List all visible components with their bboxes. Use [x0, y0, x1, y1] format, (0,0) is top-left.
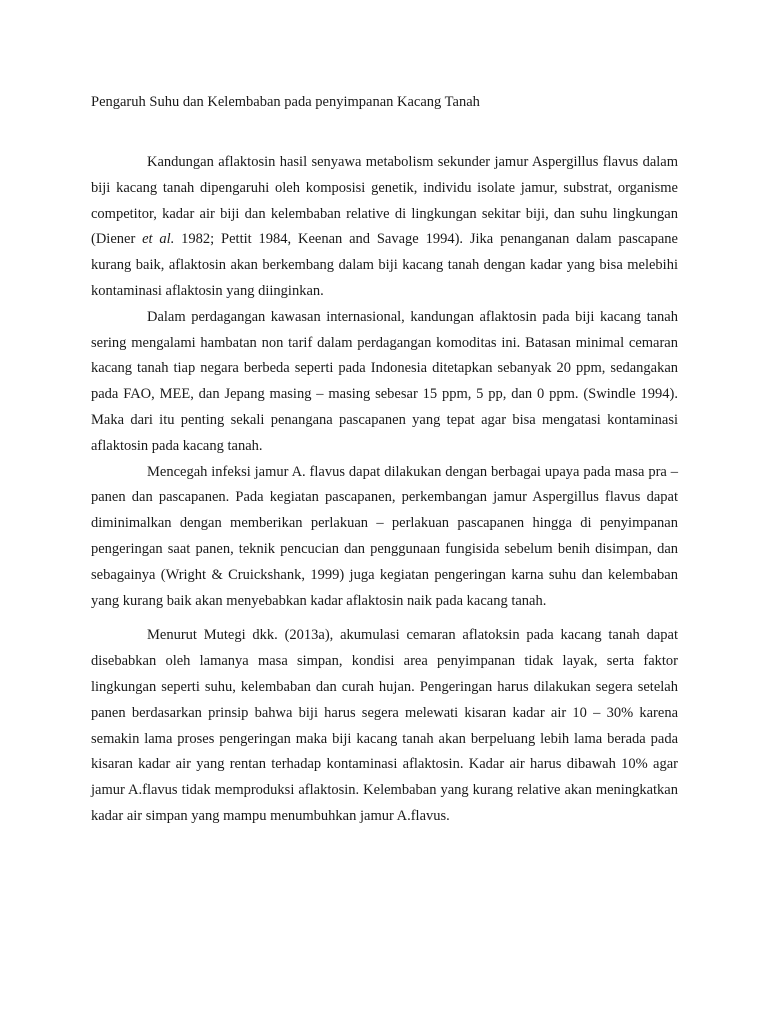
paragraph-2: Dalam perdagangan kawasan internasional, kandungan aflaktosin pada biji kacang tanah sering mengalami hambatan non tarif dalam perdagangan komoditas ini. Batasan minimal cemaran kacang tanah tiap negara berbeda seperti pada Indonesia ditetapkan sebanyak 20 ppm, sedangakan pada FAO, MEE, dan Jepang masing – masing sebesar 15 ppm, 5 pp, dan 0 ppm. (Swindle 1994). Maka dari itu penting sekali penangana pascapanen yang tepat agar bisa mengatasi kontaminasi aflaktosin pada kacang tanah.: [91, 308, 678, 454]
document-body: [91, 150, 678, 830]
paragraph-1-text-a: Kandungan aflaktosin hasil senyawa metabolism sekunder jamur Aspergillus flavus dalam biji kacang tanah dipengaruhi oleh komposisi genetik, individu isolate jamur, substrat, organisme competitor, kadar air biji dan kelembaban relative di lingkungan sekitar biji, dan suhu lingkungan (Diener: [91, 154, 678, 248]
paragraph-3: Mencegah infeksi jamur A. flavus dapat dilakukan dengan berbagai upaya pada masa pra – panen dan pascapanen. Pada kegiatan pascapanen, perkembangan jamur Aspergillus flavus dapat diminimalkan dengan memberikan perlakuan – perlakuan pascapanen hingga di penyimpanan pengeringan saat panen, teknik pencucian dan penggunaan fungisida sebelum benih disimpan, dan sebagainya (Wright & Cruickshank, 1999) juga kegiatan pengeringan karna suhu dan kelembaban yang kurang baik akan menyebabkan kadar aflaktosin naik pada kacang tanah.: [91, 463, 678, 609]
document-title: Pengaruh Suhu dan Kelembaban pada penyimpanan Kacang Tanah: [91, 94, 480, 110]
paragraph-1-italic: et al.: [142, 231, 175, 248]
paragraph-1-text-b: 1982; Pettit 1984, Keenan and Savage 1994). Jika penanganan dalam pascapane kurang baik, aflaktosin akan berkembang dalam biji kacang tanah dengan kadar yang bisa melebihi kontaminasi aflaktosin yang diinginkan.: [91, 231, 678, 299]
paragraph-1: [91, 150, 678, 305]
paragraph-4: Menurut Mutegi dkk. (2013a), akumulasi cemaran aflatoksin pada kacang tanah dapat disebabkan oleh lamanya masa simpan, kondisi area penyimpanan tidak layak, serta faktor lingkungan seperti suhu, kelembaban dan curah hujan. Pengeringan harus dilakukan segera setelah panen berdasarkan prinsip bahwa biji harus segera melewati kisaran kadar air 10 – 30% karena semakin lama proses pengeringan maka biji kacang tanah akan berpeluang lebih lama berada pada kisaran kadar air yang rentan terhadap kontaminasi aflaktosin. Kadar air harus dibawah 10% agar jamur A.flavus tidak memproduksi aflaktosin. Kelembaban yang kurang relative akan meningkatkan kadar air simpan yang mampu menumbuhkan jamur A.flavus.: [91, 627, 678, 824]
